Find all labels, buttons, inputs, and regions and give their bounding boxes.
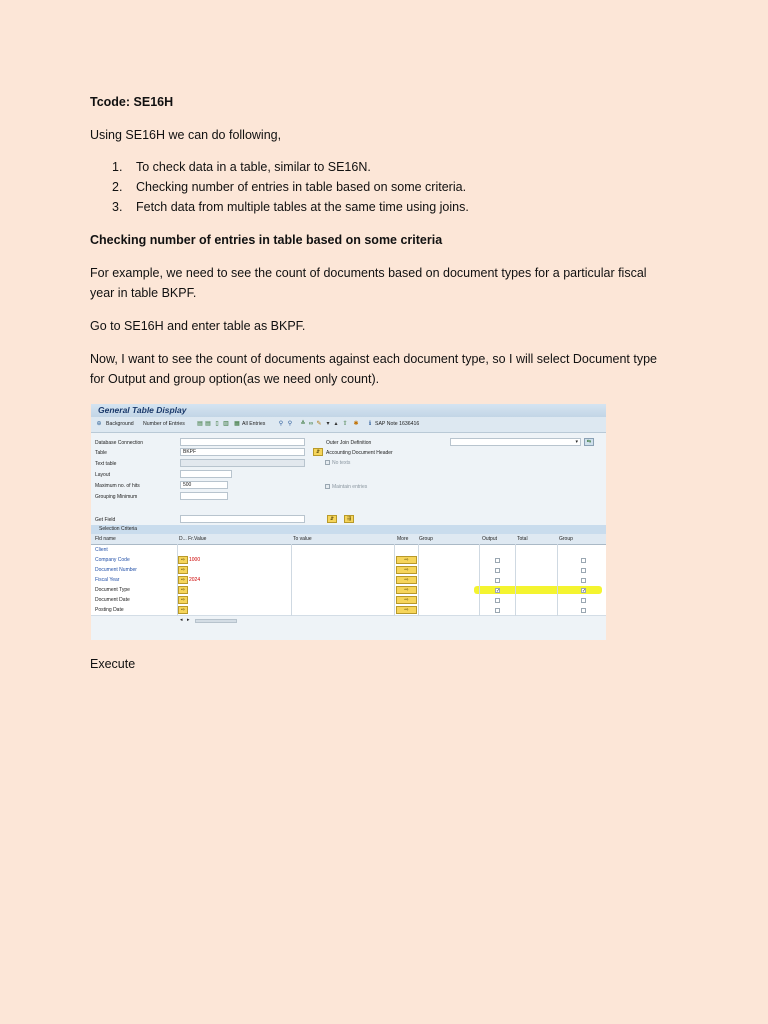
chevron-down-icon: ▾ xyxy=(575,439,578,445)
sap-toolbar xyxy=(91,417,606,433)
grouping-minimum-label: Grouping Minimum xyxy=(95,494,138,500)
search-icon[interactable]: ⚲ xyxy=(278,421,284,427)
maintain-entries-checkbox[interactable] xyxy=(325,484,330,489)
col-output: Output xyxy=(482,536,498,542)
group-checkbox[interactable] xyxy=(581,608,586,613)
table-row[interactable]: Company Code ⇨ 1000 ⇨ xyxy=(91,555,606,566)
maintain-entries-label: Maintain entries xyxy=(332,484,368,490)
output-checkbox[interactable] xyxy=(495,578,500,583)
layout-label: Layout xyxy=(95,472,111,478)
text-table-label: Text table xyxy=(95,461,117,467)
group-checkbox[interactable] xyxy=(581,558,586,563)
paragraph: year in table BKPF. xyxy=(90,286,197,300)
copy-icon[interactable]: ▥ xyxy=(223,421,229,427)
paragraph: Go to SE16H and enter table as BKPF. xyxy=(90,319,306,333)
section-heading: Checking number of entries in table based on some criteria xyxy=(90,233,443,247)
option-button[interactable]: ⇨ xyxy=(178,556,188,564)
col-group: Group xyxy=(419,536,433,542)
outer-join-button[interactable]: ⇆ xyxy=(584,438,594,446)
col-fld-name: Fld name xyxy=(95,536,116,542)
more-button[interactable]: ⇨ xyxy=(396,586,417,594)
list-item: 2. Checking number of entries in table based on some criteria. xyxy=(112,180,467,194)
table-row[interactable]: Fiscal Year ⇨ 2024 ⇨ xyxy=(91,575,606,586)
col-fr-value: D... Fr.Value xyxy=(179,536,207,542)
option-button[interactable]: ⇨ xyxy=(178,596,188,604)
table-row[interactable]: Posting Date ⇨ ⇨ xyxy=(91,605,606,616)
intro-text: Using SE16H we can do following, xyxy=(90,128,282,142)
grouping-minimum-field[interactable] xyxy=(180,492,228,500)
document-icon[interactable]: ▯ xyxy=(215,421,219,427)
option-button[interactable]: ⇨ xyxy=(178,586,188,594)
table-row[interactable]: Document Date ⇨ ⇨ xyxy=(91,595,606,606)
more-button[interactable]: ⇨ xyxy=(396,596,417,604)
all-entries-icon[interactable]: ▦ xyxy=(234,421,240,427)
output-checkbox[interactable] xyxy=(495,568,500,573)
table-label: Table xyxy=(95,450,107,456)
group-checkbox-checked[interactable]: ✓ xyxy=(582,588,587,594)
page-heading: Tcode: SE16H xyxy=(90,95,174,109)
paragraph: for Output and group option(as we need only count). xyxy=(90,372,380,386)
selection-criteria-header: Selection Criteria xyxy=(91,525,606,534)
database-connection-label: Database Connection xyxy=(95,440,144,446)
list-item: 3. Fetch data from multiple tables at the same time using joins. xyxy=(112,200,469,214)
layout-field[interactable] xyxy=(180,470,232,478)
scroll-right-icon[interactable]: ▸ xyxy=(187,617,190,623)
table-lookup-button[interactable]: ⇵ xyxy=(313,448,323,456)
more-button[interactable]: ⇨ xyxy=(396,556,417,564)
group-checkbox[interactable] xyxy=(581,578,586,583)
more-button[interactable]: ⇨ xyxy=(396,606,417,614)
output-checkbox[interactable] xyxy=(495,558,500,563)
table-row[interactable]: Client xyxy=(91,545,606,556)
background-button[interactable]: Background xyxy=(106,421,134,427)
pen-icon[interactable]: ✎ xyxy=(316,421,322,427)
all-entries-button[interactable]: All Entries xyxy=(242,421,266,427)
scroll-left-icon[interactable]: ◂ xyxy=(180,617,183,623)
more-button[interactable]: ⇨ xyxy=(396,576,417,584)
col-total: Total xyxy=(517,536,528,542)
col-group-2: Group xyxy=(559,536,573,542)
table-icon[interactable]: ▤ xyxy=(197,421,203,427)
max-hits-label: Maximum no. of hits xyxy=(95,483,140,489)
table-row[interactable]: Document Number ⇨ ⇨ xyxy=(91,565,606,576)
link-icon[interactable]: ∞ xyxy=(308,421,314,427)
execute-icon[interactable]: ⊕ xyxy=(96,421,102,427)
table-field[interactable]: BKPF xyxy=(180,448,305,456)
output-checkbox-checked[interactable]: ✓ xyxy=(496,588,501,594)
search-next-icon[interactable]: ⚲ xyxy=(287,421,293,427)
grid-header xyxy=(91,534,606,545)
settings-icon[interactable]: ✱ xyxy=(353,421,359,427)
option-button[interactable]: ⇨ xyxy=(178,566,188,574)
group-checkbox[interactable] xyxy=(581,568,586,573)
get-field-button-2[interactable]: ⇶ xyxy=(344,515,354,523)
info-icon[interactable]: ℹ xyxy=(368,421,372,427)
horizontal-scrollbar[interactable] xyxy=(91,616,606,626)
get-field-label: Get Field xyxy=(95,517,116,523)
paragraph: For example, we need to see the count of documents based on document types for a particular fiscal xyxy=(90,266,647,280)
export-icon[interactable]: ⇧ xyxy=(342,421,348,427)
execute-text: Execute xyxy=(90,657,136,671)
more-button[interactable]: ⇨ xyxy=(396,566,417,574)
output-checkbox[interactable] xyxy=(495,608,500,613)
filter-icon[interactable]: ≜ xyxy=(300,421,306,427)
no-texts-checkbox[interactable] xyxy=(325,460,330,465)
outer-join-label: Outer Join Definition xyxy=(326,440,372,446)
sap-note-button[interactable]: SAP Note 1636416 xyxy=(375,421,420,427)
outer-join-select[interactable] xyxy=(450,438,581,446)
list-item: 1. To check data in a table, similar to SE16N. xyxy=(112,160,371,174)
scroll-thumb[interactable] xyxy=(195,619,237,623)
get-field-button[interactable]: ⇵ xyxy=(327,515,337,523)
no-texts-label: No texts xyxy=(332,460,351,466)
group-checkbox[interactable] xyxy=(581,598,586,603)
col-more: More xyxy=(397,536,409,542)
table-row[interactable]: Document Type ⇨ ⇨ ✓ ✓ xyxy=(91,585,606,596)
table-description: Accounting Document Header xyxy=(326,450,393,456)
arrow-down-icon[interactable]: ▾ xyxy=(326,421,330,427)
col-to-value: To value xyxy=(293,536,312,542)
paragraph: Now, I want to see the count of documents against each document type, so I will select Document type xyxy=(90,352,657,366)
database-connection-field[interactable] xyxy=(180,438,305,446)
arrow-up-icon[interactable]: ▴ xyxy=(334,421,338,427)
number-of-entries-button[interactable]: Number of Entries xyxy=(143,421,185,427)
option-button[interactable]: ⇨ xyxy=(178,606,188,614)
output-checkbox[interactable] xyxy=(495,598,500,603)
get-field-input[interactable] xyxy=(180,515,305,523)
table-icon[interactable]: ▤ xyxy=(205,421,211,427)
sap-window-title: General Table Display xyxy=(91,404,606,417)
text-table-field xyxy=(180,459,305,467)
option-button[interactable]: ⇨ xyxy=(178,576,188,584)
max-hits-field[interactable]: 500 xyxy=(180,481,228,489)
sap-screenshot xyxy=(91,404,606,640)
